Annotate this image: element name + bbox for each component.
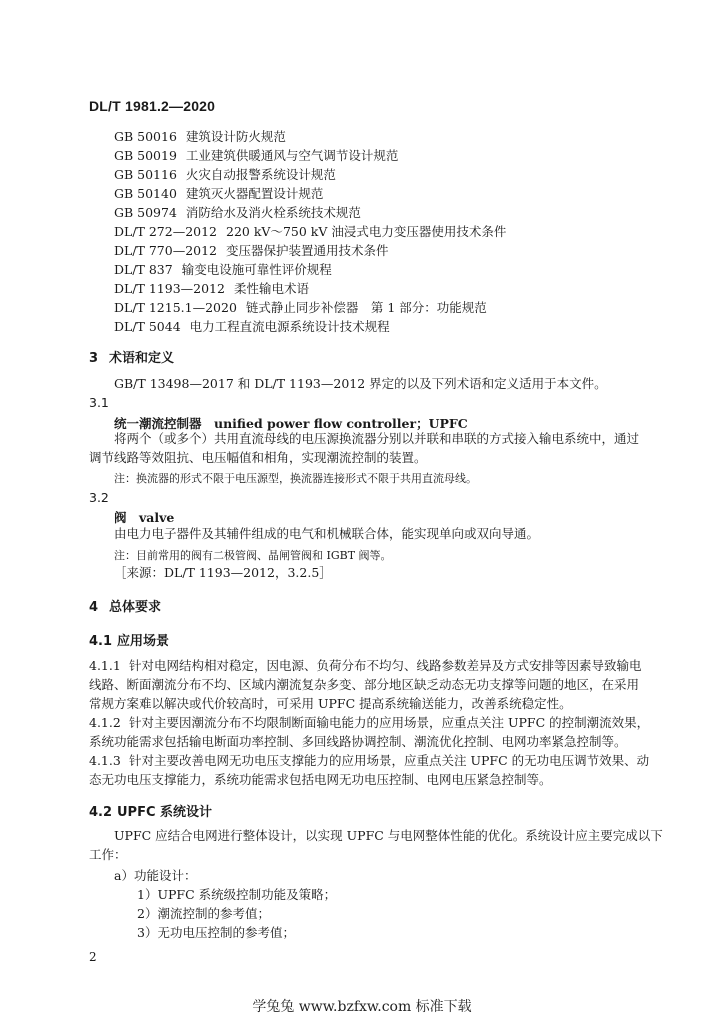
reference-item bbox=[114, 146, 398, 164]
reference-title: 建筑设计防火规范 bbox=[185, 129, 286, 144]
section-number: 3 bbox=[89, 351, 99, 366]
term-source: ［来源：DL/T 1193—2012，3.2.5］ bbox=[114, 565, 332, 580]
list-subitem: 1）UPFC 系统级控制功能及策略； bbox=[137, 887, 337, 902]
reference-code: GB 50974 bbox=[114, 205, 177, 220]
clause-number: 4.1.1 bbox=[89, 658, 121, 673]
reference-title: 输变电设施可靠性评价规程 bbox=[181, 262, 332, 277]
reference-code: DL/T 5044 bbox=[114, 319, 181, 334]
reference-item bbox=[114, 279, 309, 297]
section-heading bbox=[89, 596, 161, 615]
reference-item bbox=[114, 298, 487, 316]
subsection-heading bbox=[89, 801, 212, 820]
terms-intro: GB/T 13498—2017 和 DL/T 1193—2012 界定的以及下列术语和定义适用于本文件。 bbox=[114, 376, 607, 391]
term-definition: 调节线路等效阻抗、电压幅值和相角，实现潮流控制的装置。 bbox=[89, 450, 427, 465]
reference-code: GB 50116 bbox=[114, 167, 177, 182]
term-name: 阀 valve bbox=[114, 510, 175, 525]
reference-code: DL/T 837 bbox=[114, 262, 173, 277]
section-number: 4 bbox=[89, 600, 99, 615]
section-title: 总体要求 bbox=[109, 600, 162, 615]
reference-title: 柔性输电术语 bbox=[233, 281, 309, 296]
reference-item bbox=[114, 127, 286, 145]
term-number: 3.2 bbox=[89, 490, 109, 505]
term-name: 统一潮流控制器 unified power flow controller；UPFC bbox=[114, 416, 468, 431]
reference-item bbox=[114, 184, 323, 202]
term-definition: 由电力电子器件及其辅件组成的电气和机械联合体，能实现单向或双向导通。 bbox=[114, 526, 540, 541]
reference-title: 消防给水及消火栓系统技术规范 bbox=[185, 205, 361, 220]
reference-title: 工业建筑供暖通风与空气调节设计规范 bbox=[185, 148, 399, 163]
reference-title: 链式静止同步补偿器 第 1 部分：功能规范 bbox=[245, 300, 487, 315]
clause-paragraph bbox=[89, 656, 642, 675]
clause-text: 针对电网结构相对稳定，因电源、负荷分布不均匀、线路参数差异及方式安排等因素导致输电 bbox=[129, 658, 642, 673]
clause-number: 4.1.3 bbox=[89, 753, 121, 768]
design-paragraph: UPFC 应结合电网进行整体设计，以实现 UPFC 与电网整体性能的优化。系统设计应主要完成以下 bbox=[114, 828, 663, 843]
section-heading bbox=[89, 347, 174, 366]
clause-text: 态无功电压支撑能力，系统功能需求包括电网无功电压控制、电网电压紧急控制等。 bbox=[89, 772, 552, 787]
reference-title: 电力工程直流电源系统设计技术规程 bbox=[189, 319, 390, 334]
subsection-title: UPFC 系统设计 bbox=[117, 805, 213, 820]
clause-paragraph bbox=[89, 751, 649, 770]
reference-item bbox=[114, 241, 389, 259]
term-note: 注：换流器的形式不限于电压源型，换流器连接形式不限于共用直流母线。 bbox=[114, 472, 477, 485]
reference-code: GB 50019 bbox=[114, 148, 177, 163]
clause-paragraph bbox=[89, 713, 649, 732]
standard-code-header: DL/T 1981.2—2020 bbox=[89, 98, 216, 114]
subsection-heading bbox=[89, 630, 169, 649]
term-number: 3.1 bbox=[89, 395, 109, 410]
reference-code: GB 50140 bbox=[114, 186, 177, 201]
footer-watermark: 学兔兔 www.bzfxw.com 标准下载 bbox=[252, 999, 472, 1015]
reference-title: 火灾自动报警系统设计规范 bbox=[185, 167, 336, 182]
reference-code: GB 50016 bbox=[114, 129, 177, 144]
reference-item bbox=[114, 203, 361, 221]
list-subitem: 2）潮流控制的参考值； bbox=[137, 906, 270, 921]
clause-text: 针对主要改善电网无功电压支撑能力的应用场景，应重点关注 UPFC 的无功电压调节效果、动 bbox=[129, 753, 650, 768]
reference-code: DL/T 1215.1—2020 bbox=[114, 300, 237, 315]
reference-item bbox=[114, 222, 506, 240]
term-note: 注：目前常用的阀有二极管阀、晶闸管阀和 IGBT 阀等。 bbox=[114, 549, 392, 562]
page-number: 2 bbox=[89, 950, 97, 964]
clause-text: 线路、断面潮流分布不均、区域内潮流复杂多变、部分地区缺乏动态无功支撑等问题的地区，在采用 bbox=[89, 677, 640, 692]
reference-code: DL/T 1193—2012 bbox=[114, 281, 225, 296]
subsection-number: 4.1 bbox=[89, 634, 113, 649]
reference-title: 变压器保护装置通用技术条件 bbox=[226, 243, 389, 258]
subsection-title: 应用场景 bbox=[117, 634, 170, 649]
reference-code: DL/T 272—2012 bbox=[114, 224, 218, 239]
term-definition: 将两个（或多个）共用直流母线的电压源换流器分别以并联和串联的方式接入输电系统中，通过 bbox=[114, 431, 640, 446]
design-paragraph: 工作： bbox=[89, 847, 127, 862]
list-subitem: 3）无功电压控制的参考值； bbox=[137, 925, 295, 940]
clause-number: 4.1.2 bbox=[89, 715, 121, 730]
reference-title: 建筑灭火器配置设计规范 bbox=[185, 186, 324, 201]
subsection-number: 4.2 bbox=[89, 805, 113, 820]
reference-item bbox=[114, 165, 336, 183]
reference-title: 220 kV～750 kV 油浸式电力变压器使用技术条件 bbox=[226, 224, 507, 239]
reference-code: DL/T 770—2012 bbox=[114, 243, 218, 258]
clause-text: 常规方案难以解决或代价较高时，可采用 UPFC 提高系统输送能力，改善系统稳定性。 bbox=[89, 696, 572, 711]
section-title: 术语和定义 bbox=[109, 351, 175, 366]
reference-item bbox=[114, 260, 332, 278]
list-item: a）功能设计： bbox=[114, 868, 197, 883]
clause-text: 针对主要因潮流分布不均限制断面输电能力的应用场景，应重点关注 UPFC 的控制潮流效果， bbox=[129, 715, 650, 730]
clause-text: 系统功能需求包括输电断面功率控制、多回线路协调控制、潮流优化控制、电网功率紧急控制等。 bbox=[89, 734, 627, 749]
reference-item bbox=[114, 317, 390, 335]
